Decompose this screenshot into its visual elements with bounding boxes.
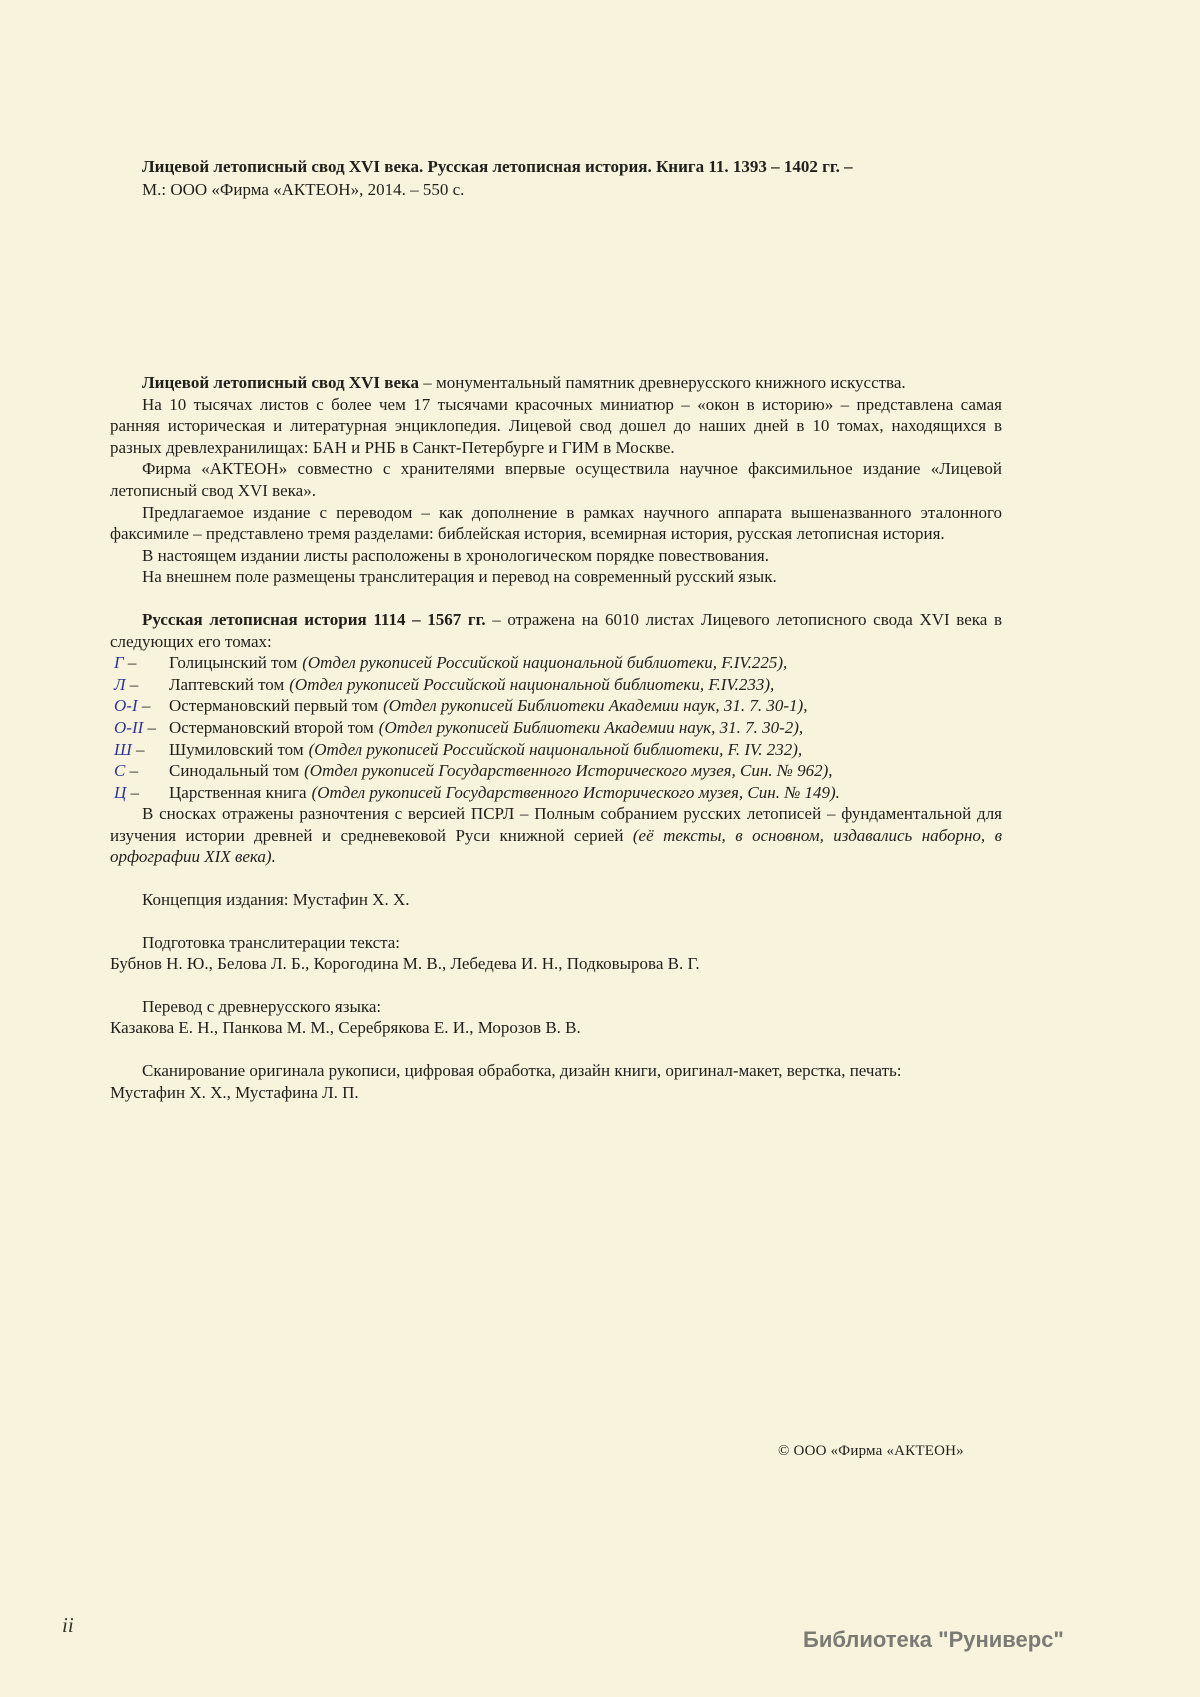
footnote-italic: (её тексты, в основном, издавались наборно, в орфографии XIX века). xyxy=(110,825,1002,867)
volume-dash: – xyxy=(141,696,151,716)
volume-name: Остермановский второй том xyxy=(169,717,374,737)
volume-letter-glyph: С xyxy=(114,761,126,781)
library-watermark: Библиотека "Руниверс" xyxy=(803,1627,1064,1652)
volume-letter xyxy=(110,695,169,717)
transliteration-names: Бубнов Н. Ю., Белова Л. Б., Корогодина М. В., Лебедева И. Н., Подковырова В. Г. xyxy=(110,954,700,974)
volume-archive-detail: (Отдел рукописей Библиотеки Академии наук, 31. 7. 30-2), xyxy=(378,717,804,737)
volume-letter xyxy=(110,739,169,761)
volume-letter xyxy=(110,782,169,804)
volume-letter-glyph: Л xyxy=(114,674,126,694)
intro-paragraph-5: В настоящем издании листы расположены в хронологическом порядке повествования. xyxy=(142,545,769,565)
volume-name: Шумиловский том xyxy=(169,739,304,759)
intro-paragraph-2: На 10 тысячах листов с более чем 17 тысячами красочных миниатюр – «окон в историю» – представлена самая ранняя историческая и литературная энциклопедия. Лицевой свод дошел до наших дней в 10 томах, находящихся в разных древлехранилищах: БАН и РНБ в Санкт-Петербурге и ГИМ в Москве. xyxy=(110,394,1002,457)
volume-letter xyxy=(110,717,169,739)
translation-names: Казакова Е. Н., Панкова М. М., Серебрякова Е. И., Морозов В. В. xyxy=(110,1018,581,1038)
volumes-heading-lead: Русская летописная история 1114 – 1567 гг. xyxy=(142,609,486,629)
volume-letter xyxy=(110,674,169,696)
volumes-heading xyxy=(110,609,1002,652)
volume-dash: – xyxy=(147,717,157,737)
volume-row xyxy=(110,739,1002,761)
bibliographic-citation xyxy=(142,155,942,201)
volume-name: Синодальный том xyxy=(169,761,300,781)
volume-letter-glyph: О-II xyxy=(114,717,144,737)
volume-letter xyxy=(110,652,169,674)
citation-title: Лицевой летописный свод XVI века. Русская летописная история. Книга 11. 1393 – 1402 гг. – xyxy=(142,157,853,176)
translation-label: Перевод с древнерусского языка: xyxy=(142,996,382,1016)
volume-archive-detail: (Отдел рукописей Библиотеки Академии наук, 31. 7. 30-1), xyxy=(383,696,808,716)
volume-name: Голицынский том xyxy=(169,653,298,673)
volume-row xyxy=(110,652,1002,674)
volume-row xyxy=(110,717,1002,739)
volume-name: Лаптевский том xyxy=(169,674,285,694)
page-number: ii xyxy=(62,1613,74,1637)
volume-dash: – xyxy=(129,674,139,694)
volume-letter-glyph: Ц xyxy=(114,782,127,802)
volume-name: Остермановский первый том xyxy=(169,696,379,716)
volume-row xyxy=(110,695,1002,717)
citation-imprint: М.: ООО «Фирма «АКТЕОН», 2014. – 550 с. xyxy=(142,180,465,199)
volume-list xyxy=(110,652,1002,803)
volume-row xyxy=(110,674,1002,696)
intro-paragraph-1-lead: Лицевой летописный свод XVI века xyxy=(142,373,420,392)
volume-dash: – xyxy=(129,761,139,781)
intro-paragraph-3: Фирма «АКТЕОН» совместно с хранителями впервые осуществила научное факсимильное издание «Лицевой летописный свод XVI века». xyxy=(110,459,1002,500)
volume-dash: – xyxy=(127,653,137,673)
footnote-normal: В сносках отражены разночтения с версией ПСРЛ – Полным собранием русских летописей – фундаментальной для изучения истории древней и средневековой Руси книжной серией xyxy=(110,804,1002,845)
volume-letter-glyph: Ш xyxy=(114,739,132,759)
volume-dash: – xyxy=(130,782,140,802)
transliteration-label: Подготовка транслитерации текста: xyxy=(142,932,401,952)
concept-line: Концепция издания: Мустафин Х. Х. xyxy=(142,890,410,910)
volume-archive-detail: (Отдел рукописей Российской национальной библиотеки, F. IV. 232), xyxy=(308,739,803,759)
volume-archive-detail: (Отдел рукописей Российской национальной библиотеки, F.IV.233), xyxy=(289,674,775,694)
intro-paragraph-6: На внешнем поле размещены транслитерация и перевод на современный русский язык. xyxy=(142,567,777,587)
production-names: Мустафин Х. Х., Мустафина Л. П. xyxy=(110,1082,359,1102)
intro-paragraph-1-rest: – монументальный памятник древнерусского книжного искусства. xyxy=(419,373,906,392)
copyright-line: © ООО «Фирма «АКТЕОН» xyxy=(778,1443,964,1459)
annotation-block xyxy=(110,372,1002,588)
volume-archive-detail: (Отдел рукописей Государственного Исторического музея, Син. № 149). xyxy=(311,782,840,802)
footnote-paragraph xyxy=(110,803,1002,868)
volumes-heading-rest: – отражена на 6010 листах Лицевого летописного свода XVI века в следующих его томах: xyxy=(110,609,1002,651)
volume-row xyxy=(110,782,1002,804)
page-content xyxy=(110,155,1002,1103)
volume-row xyxy=(110,760,1002,782)
volume-archive-detail: (Отдел рукописей Российской национальной библиотеки, F.IV.225), xyxy=(302,653,788,673)
intro-paragraph-4: Предлагаемое издание с переводом – как дополнение в рамках научного аппарата вышеназванного эталонного факсимиле – представлено тремя разделами: библейская история, всемирная история, русская летописная история. xyxy=(110,502,1002,544)
volume-name: Царственная книга xyxy=(169,782,307,802)
production-label: Сканирование оригинала рукописи, цифровая обработка, дизайн книги, оригинал-макет, верстка, печать: xyxy=(142,1061,902,1081)
intro-paragraph-1 xyxy=(110,372,1002,394)
volume-letter-glyph: Г xyxy=(114,653,124,673)
volume-dash: – xyxy=(135,739,145,759)
volume-letter-glyph: О-I xyxy=(114,696,138,716)
volume-letter xyxy=(110,760,169,782)
volume-archive-detail: (Отдел рукописей Государственного Исторического музея, Син. № 962), xyxy=(304,761,833,781)
